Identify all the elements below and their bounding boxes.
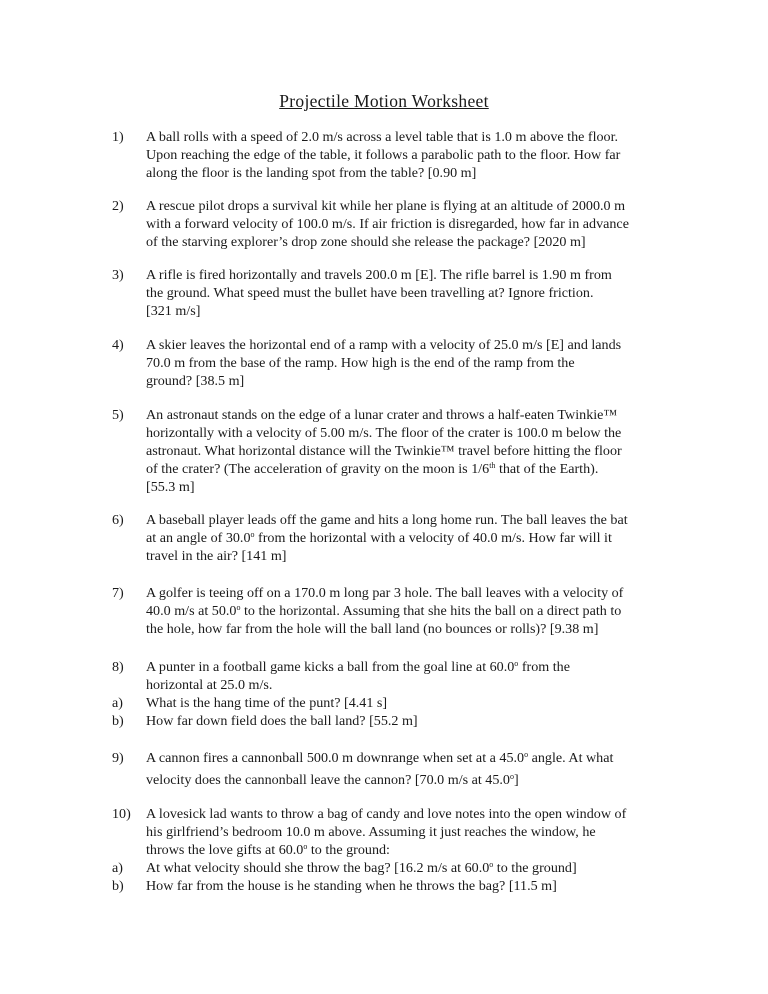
problem-number: 8) [112, 659, 124, 675]
problem-text: to the horizontal. Assuming that she hits the ball on a direct path to [240, 603, 622, 619]
problem-text: A cannon fires a cannonball 500.0 m downrange when set at a 45.0 [146, 750, 525, 766]
problem-text: 40.0 m/s at 50.0 [146, 603, 237, 619]
problem-text: Upon reaching the edge of the table, it follows a parabolic path to the floor. How far [146, 147, 621, 163]
degree-mark: o [524, 750, 529, 759]
sub-question-text: to the ground] [493, 860, 577, 876]
problem-text: A lovesick lad wants to throw a bag of candy and love notes into the open window of [146, 806, 627, 822]
ordinal-suffix: th [489, 461, 496, 470]
problem-text: A skier leaves the horizontal end of a ramp with a velocity of 25.0 m/s [E] and lands [146, 337, 622, 353]
problem-text: A rifle is fired horizontally and travels 200.0 m [E]. The rifle barrel is 1.90 m from [146, 267, 612, 283]
problem-text: of the starving explorer’s drop zone should she release the package? [2020 m] [146, 234, 586, 250]
problem-text: [321 m/s] [146, 303, 201, 319]
problem-9 [112, 749, 672, 789]
sub-question-text: How far down field does the ball land? [55.2 m] [146, 713, 418, 729]
problem-text: A punter in a football game kicks a ball from the goal line at 60.0 [146, 659, 515, 675]
problem-3 [112, 266, 672, 320]
problem-text: A baseball player leads off the game and hits a long home run. The ball leaves the bat [146, 512, 628, 528]
problem-text: from the [518, 659, 570, 675]
degree-mark: o [489, 860, 494, 869]
problem-text: angle. At what [528, 750, 614, 766]
problem-text: at an angle of 30.0 [146, 530, 251, 546]
problem-text: [55.3 m] [146, 479, 195, 495]
problem-text: that of the Earth). [495, 461, 599, 477]
problem-text: horizontal at 25.0 m/s. [146, 677, 273, 693]
sub-label: a) [112, 860, 123, 876]
problem-text: travel in the air? [141 m] [146, 548, 287, 564]
degree-mark: o [236, 603, 241, 612]
problem-number: 2) [112, 198, 124, 214]
problem-number: 7) [112, 585, 124, 601]
problem-text: 70.0 m from the base of the ramp. How high is the end of the ramp from the [146, 355, 575, 371]
problem-text: along the floor is the landing spot from the table? [0.90 m] [146, 165, 477, 181]
problem-text: horizontally with a velocity of 5.00 m/s. The floor of the crater is 100.0 m below the [146, 425, 622, 441]
degree-mark: o [250, 530, 255, 539]
problem-number: 3) [112, 267, 124, 283]
problem-text: of the crater? (The acceleration of gravity on the moon is 1/6 [146, 461, 490, 477]
problem-number: 1) [112, 129, 124, 145]
problem-6 [112, 511, 672, 565]
problem-4 [112, 336, 672, 390]
degree-mark: o [303, 842, 308, 851]
problem-text: with a forward velocity of 100.0 m/s. If air friction is disregarded, how far in advance [146, 216, 629, 232]
problem-text: ground? [38.5 m] [146, 373, 245, 389]
sub-question-text: What is the hang time of the punt? [4.41 s] [146, 695, 388, 711]
degree-mark: o [514, 659, 519, 668]
degree-mark: o [509, 772, 514, 781]
sub-label: a) [112, 695, 123, 711]
problem-10 [112, 805, 672, 895]
problem-text: his girlfriend’s bedroom 10.0 m above. Assuming it just reaches the window, he [146, 824, 596, 840]
problem-text: A rescue pilot drops a survival kit while her plane is flying at an altitude of 2000.0 m [146, 198, 626, 214]
problem-2 [112, 197, 672, 251]
sub-label: b) [112, 878, 124, 894]
problem-number: 10) [112, 806, 131, 822]
problem-1 [112, 128, 672, 182]
problem-text: An astronaut stands on the edge of a lunar crater and throws a half-eaten Twinkie™ [146, 407, 618, 423]
problem-number: 6) [112, 512, 124, 528]
sub-question-text: At what velocity should she throw the bag? [16.2 m/s at 60.0 [146, 860, 490, 876]
problem-text: A golfer is teeing off on a 170.0 m long par 3 hole. The ball leaves with a velocity of [146, 585, 624, 601]
page-title: Projectile Motion Worksheet [279, 91, 489, 111]
problem-text: the hole, how far from the hole will the ball land (no bounces or rolls)? [9.38 m] [146, 621, 599, 637]
problem-number: 9) [112, 750, 124, 766]
problem-number: 4) [112, 337, 124, 353]
problem-text: ] [513, 772, 519, 788]
sub-label: b) [112, 713, 124, 729]
problem-text: throws the love gifts at 60.0 [146, 842, 304, 858]
problem-number: 5) [112, 407, 124, 423]
sub-question-text: How far from the house is he standing when he throws the bag? [11.5 m] [146, 878, 557, 894]
problem-7 [112, 584, 672, 638]
problem-8 [112, 658, 672, 730]
problem-text: velocity does the cannonball leave the cannon? [70.0 m/s at 45.0 [146, 772, 510, 788]
problem-text: astronaut. What horizontal distance will the Twinkie™ travel before hitting the floor [146, 443, 622, 459]
problem-text: A ball rolls with a speed of 2.0 m/s across a level table that is 1.0 m above the floor. [146, 129, 619, 145]
problem-text: from the horizontal with a velocity of 40.0 m/s. How far will it [254, 530, 612, 546]
problem-5 [112, 406, 672, 496]
problem-text: to the ground: [307, 842, 390, 858]
problem-text: the ground. What speed must the bullet have been travelling at? Ignore friction. [146, 285, 594, 301]
